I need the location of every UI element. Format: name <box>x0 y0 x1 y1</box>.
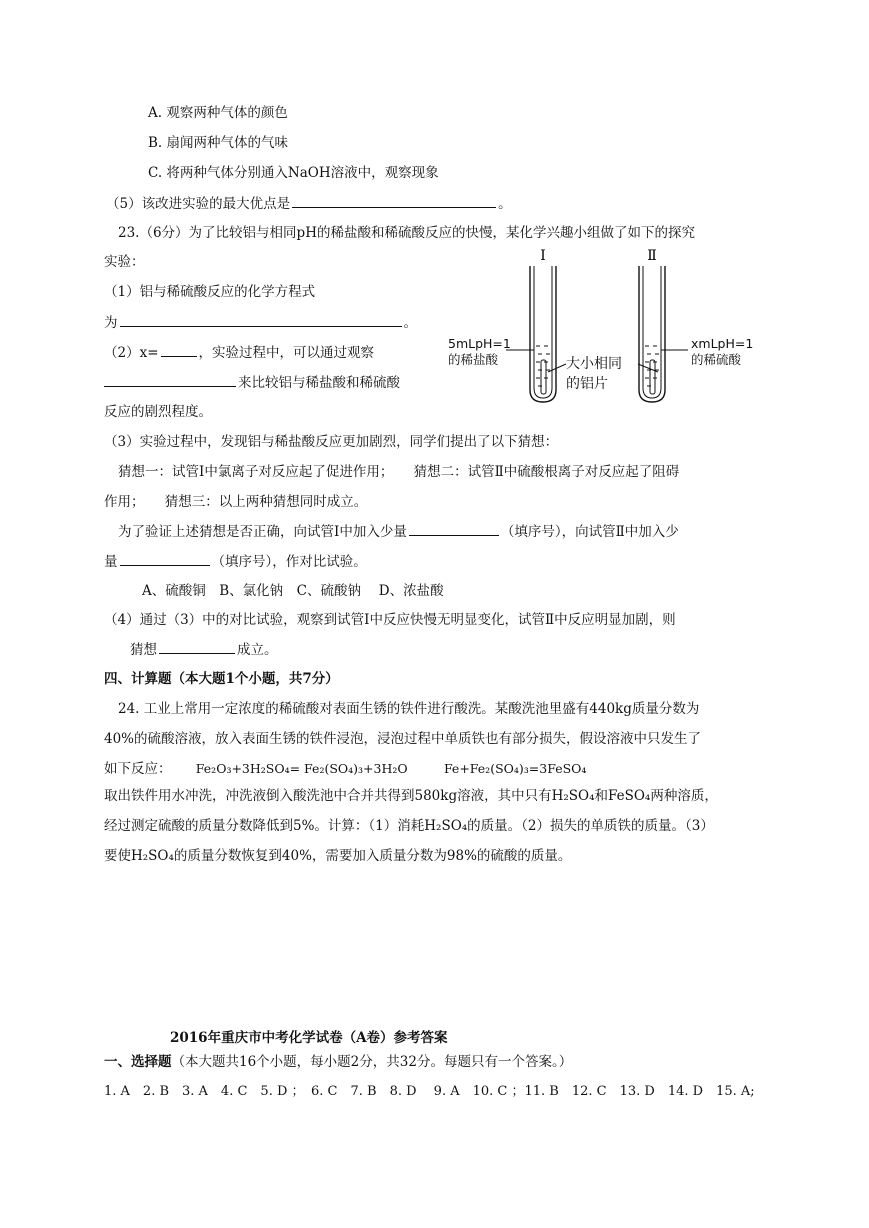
equation-1: Fe₂O₃+3H₂SO₄= Fe₂(SO₄)₃+3H₂O <box>195 761 408 776</box>
q23-verify2-prefix: 量 <box>104 554 118 570</box>
q23-part4-prefix: 猜想 <box>130 642 157 658</box>
q22-option-c: C. 将两种气体分别通入NaOH溶液中，观察现象 <box>148 165 439 181</box>
equation-2: Fe+Fe₂(SO₄)₃=3FeSO₄ <box>443 761 587 776</box>
sulfuric-acid-liquid <box>645 346 659 386</box>
q23-guess-line2: 作用； 猜想三：以上两种猜想同时成立。 <box>104 494 368 510</box>
q24-line3 <box>104 760 586 778</box>
q23-stem-cont: 实验： <box>104 254 145 270</box>
q23-part4-cont <box>130 640 278 659</box>
q22-option-a: A. 观察两种气体的颜色 <box>148 105 288 121</box>
q24-line4: 取出铁件用水冲洗，冲洗液倒入酸洗池中合并共得到580kg溶液，其中只有H₂SO₄和FeSO₄两种溶质， <box>104 788 718 804</box>
tube-1-numeral: I <box>540 248 546 264</box>
q24-line5: 经过测定硫酸的质量分数降低到5%。计算：（1）消耗H₂SO₄的质量。（2）损失的单质铁的质量。（3） <box>104 818 714 834</box>
q23-part1-suffix: 。 <box>403 315 417 331</box>
answer-blank[interactable] <box>409 522 499 536</box>
q23-part3: （3）实验过程中，发现铝与稀盐酸反应更加剧烈，同学们提出了以下猜想： <box>104 434 559 450</box>
answer-blank[interactable] <box>120 552 210 566</box>
q23-verify2-suffix: （填序号），作对比试验。 <box>211 554 367 570</box>
q22-part5 <box>106 194 512 213</box>
diagram-center-label-2: 的铝片 <box>566 376 608 392</box>
answer-blank[interactable] <box>159 640 235 654</box>
hydrochloric-acid-liquid <box>536 346 550 386</box>
diagram-center-label-1: 大小相同 <box>566 356 622 372</box>
q23-stem: 23.（6分）为了比较铝与相同pH的稀盐酸和稀硫酸反应的快慢，某化学兴趣小组做了如下的探究 <box>118 225 695 241</box>
q23-part4: （4）通过（3）中的对比试验，观察到试管Ⅰ中反应快慢无明显变化，试管Ⅱ中反应明显加剧，则 <box>104 612 676 628</box>
q23-part2-end: 反应的剧烈程度。 <box>104 404 212 420</box>
test-tube-1 <box>530 266 556 402</box>
diagram-right-label-2: 的稀硫酸 <box>691 352 742 367</box>
q23-part4-suffix: 成立。 <box>237 642 278 658</box>
q23-part2-mid: ，实验过程中，可以通过观察 <box>198 345 375 361</box>
answers-section1-note: （本大题共16个小题，每小题2分，共32分。每题只有一个答案。） <box>171 1054 573 1070</box>
q22-part5-prefix: （5）该改进实验的最大优点是 <box>106 196 291 212</box>
q23-guess-line1: 猜想一：试管Ⅰ中氯离子对反应起了促进作用； 猜想二：试管Ⅱ中硫酸根离子对反应起了阻碍 <box>118 464 680 480</box>
diagram-right-label-1: xmLpH=1 <box>691 336 754 351</box>
q23-part1-answer-line <box>104 313 417 332</box>
q22-part5-suffix: 。 <box>498 196 512 212</box>
diagram-left-label-2: 的稀盐酸 <box>448 352 499 367</box>
q23-part2-cont <box>104 373 400 392</box>
test-tube-diagram <box>420 240 710 410</box>
answers-line1: 1. A 2. B 3. A 4. C 5. D ； 6. C 7. B 8. D 9. A 10. C ；11. B 12. C 13. D 14. D 15. A; <box>104 1084 755 1099</box>
answer-blank[interactable] <box>292 194 496 208</box>
answer-blank[interactable] <box>161 343 197 357</box>
answers-title: 2016年重庆市中考化学试卷（A卷）参考答案 <box>170 1030 448 1046</box>
diagram-left-label-1: 5mLpH=1 <box>448 336 511 351</box>
q23-verify1-suffix: （填序号），向试管Ⅱ中加入少 <box>500 524 679 540</box>
q23-part1: （1）铝与稀硫酸反应的化学方程式 <box>104 284 316 300</box>
q24-line1: 24. 工业上常用一定浓度的稀硫酸对表面生锈的铁件进行酸洗。某酸洗池里盛有440kg质量分数为 <box>118 701 700 717</box>
q23-verify1-prefix: 为了验证上述猜想是否正确，向试管Ⅰ中加入少量 <box>118 524 407 540</box>
answers-section1-heading: 一、选择题 <box>104 1054 172 1070</box>
test-tube-2 <box>639 266 665 402</box>
answers-section1 <box>104 1053 572 1071</box>
section-4-heading: 四、计算题（本大题1个小题，共7分） <box>104 671 339 687</box>
tube-2-numeral: Ⅱ <box>647 248 657 264</box>
q23-verify-line1 <box>118 522 679 541</box>
answer-blank[interactable] <box>120 313 402 327</box>
q24-line3-prefix: 如下反应： <box>104 761 172 777</box>
answer-blank[interactable] <box>104 373 236 387</box>
q23-part2-prefix: （2）x= <box>104 345 159 361</box>
q24-line6: 要使H₂SO₄的质量分数恢复到40%，需要加入质量分数为98%的硫酸的质量。 <box>104 848 572 864</box>
q23-verify-line2 <box>104 552 367 571</box>
q23-part2 <box>104 343 374 362</box>
q22-option-b: B. 扇闻两种气体的气味 <box>148 135 289 151</box>
q23-part2-suffix: 来比较铝与稀盐酸和稀硫酸 <box>238 375 400 391</box>
q23-choices: A、硫酸铜 B、氯化钠 C、硫酸钠 D、浓盐酸 <box>142 583 444 599</box>
q24-line2: 40%的硫酸溶液，放入表面生锈的铁件浸泡，浸泡过程中单质铁也有部分损失，假设溶液中只发生了 <box>104 731 702 747</box>
aluminum-strip-2 <box>650 360 655 394</box>
aluminum-strip-1 <box>541 360 546 394</box>
q23-part1-prefix: 为 <box>104 315 118 331</box>
